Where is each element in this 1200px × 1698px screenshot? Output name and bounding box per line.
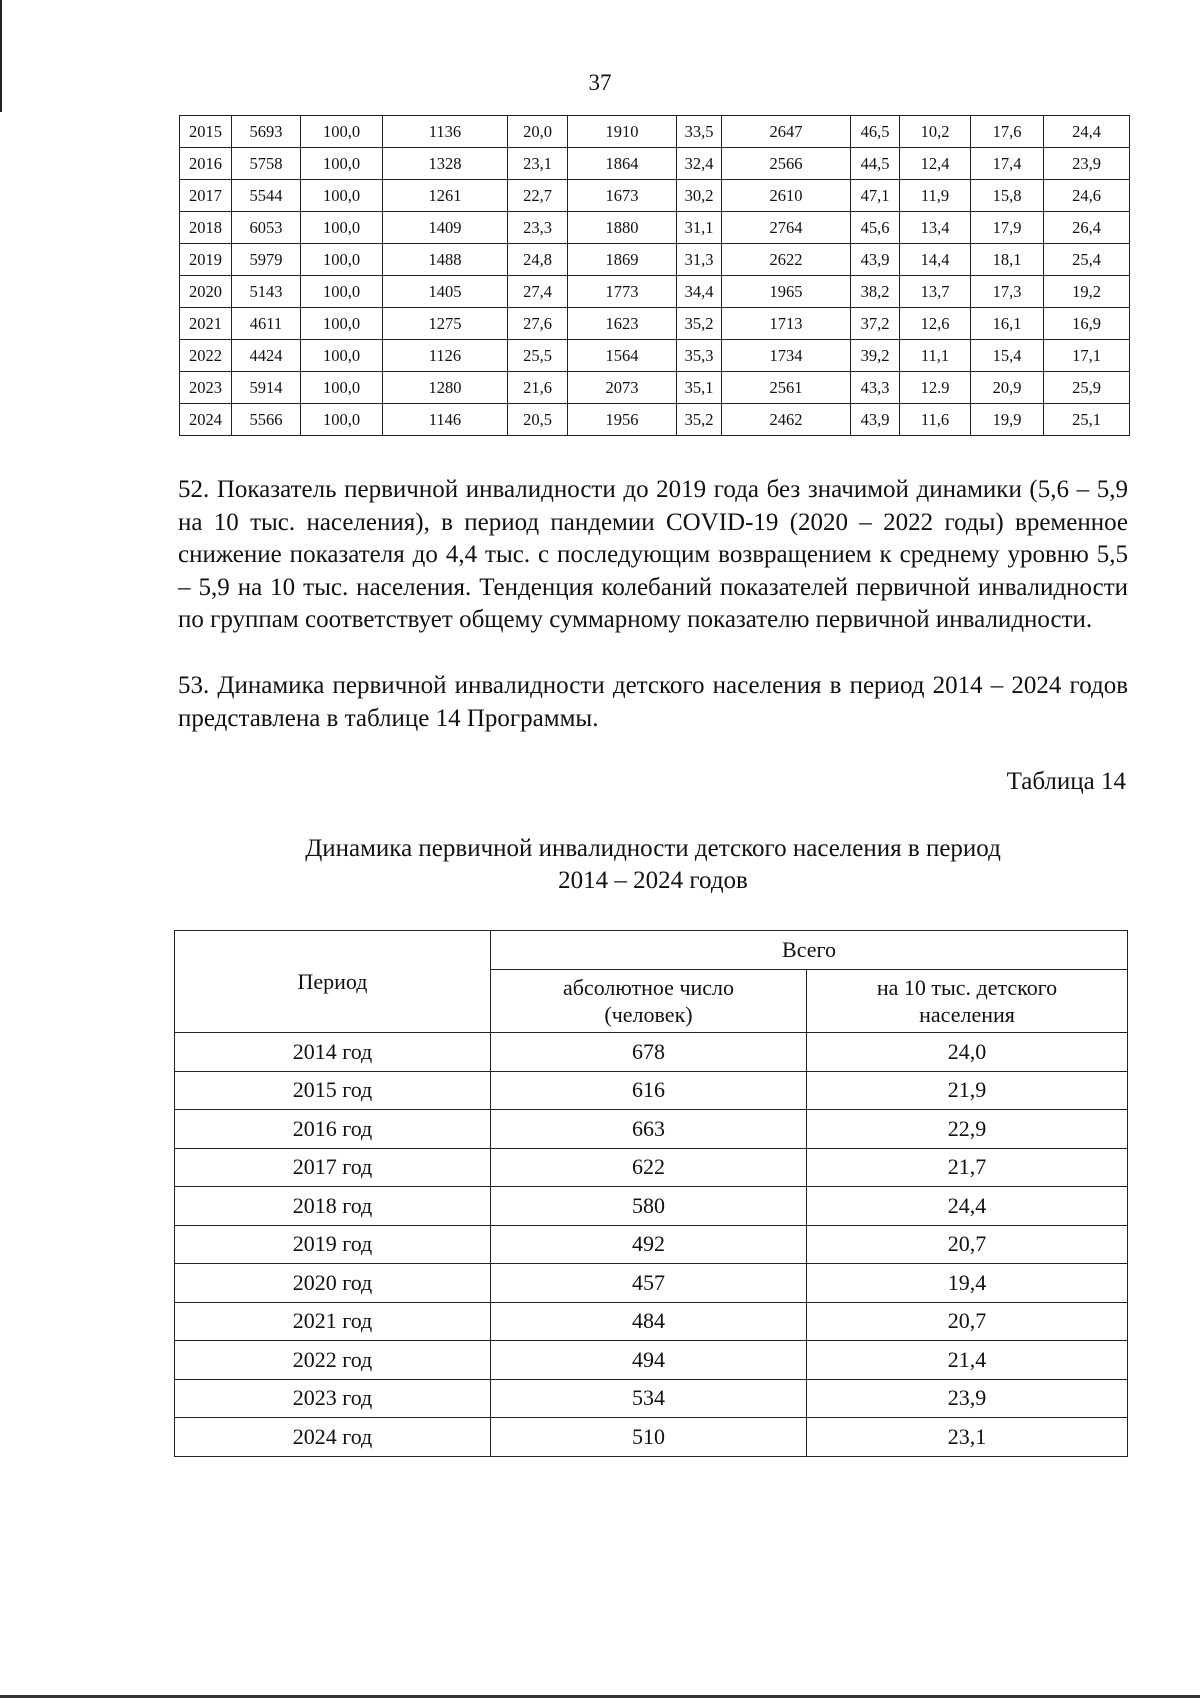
table-cell: 100,0 xyxy=(301,148,383,180)
table-cell: 19,2 xyxy=(1044,276,1130,308)
table-cell: 100,0 xyxy=(301,372,383,404)
table-cell: 100,0 xyxy=(301,404,383,436)
period-cell: 2021 год xyxy=(175,1302,491,1341)
rate-cell: 21,4 xyxy=(807,1341,1128,1380)
table-cell: 2018 xyxy=(180,212,232,244)
table-cell: 35,3 xyxy=(677,340,722,372)
table-cell: 23,3 xyxy=(508,212,568,244)
table-cell: 100,0 xyxy=(301,180,383,212)
table-cell: 2017 xyxy=(180,180,232,212)
table-14-label: Таблица 14 xyxy=(1006,768,1126,795)
table-cell: 30,2 xyxy=(677,180,722,212)
table-cell: 2610 xyxy=(722,180,851,212)
rate-cell: 20,7 xyxy=(807,1225,1128,1264)
header-absolute-line-2: (человек) xyxy=(604,1002,693,1027)
table-cell: 43,9 xyxy=(851,404,900,436)
table-cell: 27,4 xyxy=(508,276,568,308)
rate-cell: 23,1 xyxy=(807,1418,1128,1457)
rate-cell: 19,4 xyxy=(807,1264,1128,1303)
table-cell: 25,9 xyxy=(1044,372,1130,404)
period-cell: 2016 год xyxy=(175,1110,491,1149)
caption-line-2: 2014 – 2024 годов xyxy=(558,867,748,894)
table-cell: 34,4 xyxy=(677,276,722,308)
absolute-number-cell: 457 xyxy=(491,1264,807,1303)
table-row xyxy=(175,1148,1128,1187)
table-row xyxy=(175,1033,1128,1072)
table-cell: 22,7 xyxy=(508,180,568,212)
table-cell: 1673 xyxy=(568,180,677,212)
table-cell: 17,3 xyxy=(971,276,1044,308)
table-cell: 16,9 xyxy=(1044,308,1130,340)
table-cell: 35,2 xyxy=(677,308,722,340)
table-cell: 24,4 xyxy=(1044,116,1130,148)
absolute-number-cell: 678 xyxy=(491,1033,807,1072)
table-row xyxy=(180,212,1130,244)
table-row xyxy=(175,1379,1128,1418)
rate-cell: 24,4 xyxy=(807,1187,1128,1226)
table-cell: 5143 xyxy=(232,276,301,308)
table-14 xyxy=(174,930,1128,1457)
caption-line-1: Динамика первичной инвалидности детского населения в период xyxy=(305,835,1001,862)
table-row xyxy=(175,1264,1128,1303)
table-cell: 2024 xyxy=(180,404,232,436)
table-cell: 1409 xyxy=(383,212,508,244)
table-row xyxy=(180,276,1130,308)
table-cell: 38,2 xyxy=(851,276,900,308)
header-absolute-number xyxy=(491,970,807,1033)
table-cell: 2019 xyxy=(180,244,232,276)
table-cell: 5693 xyxy=(232,116,301,148)
table-cell: 5544 xyxy=(232,180,301,212)
table-cell: 4611 xyxy=(232,308,301,340)
absolute-number-cell: 510 xyxy=(491,1418,807,1457)
table-cell: 1910 xyxy=(568,116,677,148)
rate-cell: 24,0 xyxy=(807,1033,1128,1072)
table-cell: 10,2 xyxy=(900,116,971,148)
table-cell: 1488 xyxy=(383,244,508,276)
table-row xyxy=(180,404,1130,436)
table-cell: 1146 xyxy=(383,404,508,436)
absolute-number-cell: 534 xyxy=(491,1379,807,1418)
statistics-table-continued xyxy=(179,115,1130,436)
table-cell: 23,1 xyxy=(508,148,568,180)
table-cell: 100,0 xyxy=(301,340,383,372)
table-cell: 43,3 xyxy=(851,372,900,404)
header-total: Всего xyxy=(491,931,1128,970)
paragraph-52: 52. Показатель первичной инвалидности до 2019 года без значимой динамики (5,6 – 5,9 на 10 тыс. населения), в период пандемии COVID-19 (2020 – 2022 годы) временное снижение показателя до 4,4 тыс. с последующим возвращением к среднему уровню 5,5 – 5,9 на 10 тыс. населения. Тенденция колебаний показателей первичной инвалидности по группам соответствует общему суммарному показателю первичной инвалидности. xyxy=(178,476,1128,633)
table-cell: 1734 xyxy=(722,340,851,372)
table-cell: 24,6 xyxy=(1044,180,1130,212)
table-cell: 2022 xyxy=(180,340,232,372)
period-cell: 2019 год xyxy=(175,1225,491,1264)
table-cell: 17,4 xyxy=(971,148,1044,180)
table-cell: 1275 xyxy=(383,308,508,340)
table-cell: 31,3 xyxy=(677,244,722,276)
table-cell: 37,2 xyxy=(851,308,900,340)
table-cell: 100,0 xyxy=(301,276,383,308)
table-cell: 5979 xyxy=(232,244,301,276)
table-cell: 2764 xyxy=(722,212,851,244)
table-cell: 2622 xyxy=(722,244,851,276)
table-cell: 20,0 xyxy=(508,116,568,148)
table-row xyxy=(180,340,1130,372)
table-cell: 1564 xyxy=(568,340,677,372)
table-cell: 2566 xyxy=(722,148,851,180)
period-cell: 2022 год xyxy=(175,1341,491,1380)
header-rate-line-1: на 10 тыс. детского xyxy=(876,975,1058,1000)
table-cell: 32,4 xyxy=(677,148,722,180)
table-cell: 11,1 xyxy=(900,340,971,372)
period-cell: 2020 год xyxy=(175,1264,491,1303)
table-cell: 25,4 xyxy=(1044,244,1130,276)
header-period: Период xyxy=(175,931,491,1033)
table-cell: 2016 xyxy=(180,148,232,180)
table-cell: 15,8 xyxy=(971,180,1044,212)
table-cell: 1136 xyxy=(383,116,508,148)
table-row xyxy=(180,308,1130,340)
table-14-caption xyxy=(178,833,1128,897)
table-cell: 1869 xyxy=(568,244,677,276)
table-cell: 5914 xyxy=(232,372,301,404)
table-row xyxy=(180,148,1130,180)
table-cell: 31,1 xyxy=(677,212,722,244)
table-row xyxy=(180,244,1130,276)
table-cell: 5566 xyxy=(232,404,301,436)
table-cell: 1773 xyxy=(568,276,677,308)
table-cell: 2023 xyxy=(180,372,232,404)
table-cell: 20,5 xyxy=(508,404,568,436)
rate-cell: 21,7 xyxy=(807,1148,1128,1187)
table-cell: 11,6 xyxy=(900,404,971,436)
absolute-number-cell: 492 xyxy=(491,1225,807,1264)
table-cell: 6053 xyxy=(232,212,301,244)
rate-cell: 23,9 xyxy=(807,1379,1128,1418)
table-cell: 100,0 xyxy=(301,116,383,148)
rate-cell: 22,9 xyxy=(807,1110,1128,1149)
table-cell: 100,0 xyxy=(301,244,383,276)
table-cell: 11,9 xyxy=(900,180,971,212)
header-rate-line-2: населения xyxy=(919,1002,1015,1027)
period-cell: 2023 год xyxy=(175,1379,491,1418)
absolute-number-cell: 494 xyxy=(491,1341,807,1380)
rate-cell: 20,7 xyxy=(807,1302,1128,1341)
table-cell: 1880 xyxy=(568,212,677,244)
table-cell: 1965 xyxy=(722,276,851,308)
table-cell: 1280 xyxy=(383,372,508,404)
table-cell: 17,6 xyxy=(971,116,1044,148)
table-cell: 13,7 xyxy=(900,276,971,308)
table-row xyxy=(175,1418,1128,1457)
table-cell: 1261 xyxy=(383,180,508,212)
table-cell: 45,6 xyxy=(851,212,900,244)
table-cell: 12,6 xyxy=(900,308,971,340)
table-row xyxy=(175,1302,1128,1341)
absolute-number-cell: 484 xyxy=(491,1302,807,1341)
table-row xyxy=(175,1110,1128,1149)
table-cell: 2462 xyxy=(722,404,851,436)
table-row xyxy=(180,116,1130,148)
paragraph-53: 53. Динамика первичной инвалидности детского населения в период 2014 – 2024 годов представлена в таблице 14 Программы. xyxy=(178,672,1128,732)
table-cell: 100,0 xyxy=(301,212,383,244)
table-cell: 1126 xyxy=(383,340,508,372)
table-cell: 47,1 xyxy=(851,180,900,212)
header-absolute-line-1: абсолютное число xyxy=(562,975,735,1000)
table-cell: 20,9 xyxy=(971,372,1044,404)
table-row xyxy=(175,1187,1128,1226)
table-cell: 12.9 xyxy=(900,372,971,404)
table-cell: 25,5 xyxy=(508,340,568,372)
table-cell: 2021 xyxy=(180,308,232,340)
header-rate-per-10k xyxy=(807,970,1128,1033)
period-cell: 2024 год xyxy=(175,1418,491,1457)
table-cell: 16,1 xyxy=(971,308,1044,340)
table-cell: 39,2 xyxy=(851,340,900,372)
table-row xyxy=(175,1341,1128,1380)
absolute-number-cell: 616 xyxy=(491,1071,807,1110)
period-cell: 2014 год xyxy=(175,1033,491,1072)
table-row xyxy=(180,372,1130,404)
period-cell: 2015 год xyxy=(175,1071,491,1110)
table-row xyxy=(175,1225,1128,1264)
table-cell: 18,1 xyxy=(971,244,1044,276)
table-cell: 46,5 xyxy=(851,116,900,148)
table-cell: 2561 xyxy=(722,372,851,404)
table-cell: 13,4 xyxy=(900,212,971,244)
table-cell: 2015 xyxy=(180,116,232,148)
table-cell: 15,4 xyxy=(971,340,1044,372)
page-number: 37 xyxy=(588,70,612,95)
absolute-number-cell: 663 xyxy=(491,1110,807,1149)
table-cell: 33,5 xyxy=(677,116,722,148)
table-cell: 5758 xyxy=(232,148,301,180)
table-cell: 23,9 xyxy=(1044,148,1130,180)
table-cell: 35,1 xyxy=(677,372,722,404)
table-cell: 19,9 xyxy=(971,404,1044,436)
table-cell: 24,8 xyxy=(508,244,568,276)
table-cell: 25,1 xyxy=(1044,404,1130,436)
period-cell: 2017 год xyxy=(175,1148,491,1187)
table-cell: 2647 xyxy=(722,116,851,148)
table-cell: 21,6 xyxy=(508,372,568,404)
table-cell: 17,1 xyxy=(1044,340,1130,372)
table-cell: 2073 xyxy=(568,372,677,404)
table-cell: 27,6 xyxy=(508,308,568,340)
period-cell: 2018 год xyxy=(175,1187,491,1226)
table-cell: 1405 xyxy=(383,276,508,308)
table-cell: 35,2 xyxy=(677,404,722,436)
rate-cell: 21,9 xyxy=(807,1071,1128,1110)
table-cell: 44,5 xyxy=(851,148,900,180)
table-cell: 17,9 xyxy=(971,212,1044,244)
table-row xyxy=(175,1071,1128,1110)
table-cell: 12,4 xyxy=(900,148,971,180)
table-cell: 2020 xyxy=(180,276,232,308)
table-cell: 1328 xyxy=(383,148,508,180)
table-cell: 1623 xyxy=(568,308,677,340)
table-cell: 100,0 xyxy=(301,308,383,340)
absolute-number-cell: 622 xyxy=(491,1148,807,1187)
table-cell: 43,9 xyxy=(851,244,900,276)
table-cell: 26,4 xyxy=(1044,212,1130,244)
table-cell: 1713 xyxy=(722,308,851,340)
table-row xyxy=(180,180,1130,212)
table-cell: 1864 xyxy=(568,148,677,180)
table-cell: 4424 xyxy=(232,340,301,372)
table-cell: 1956 xyxy=(568,404,677,436)
absolute-number-cell: 580 xyxy=(491,1187,807,1226)
table-cell: 14,4 xyxy=(900,244,971,276)
